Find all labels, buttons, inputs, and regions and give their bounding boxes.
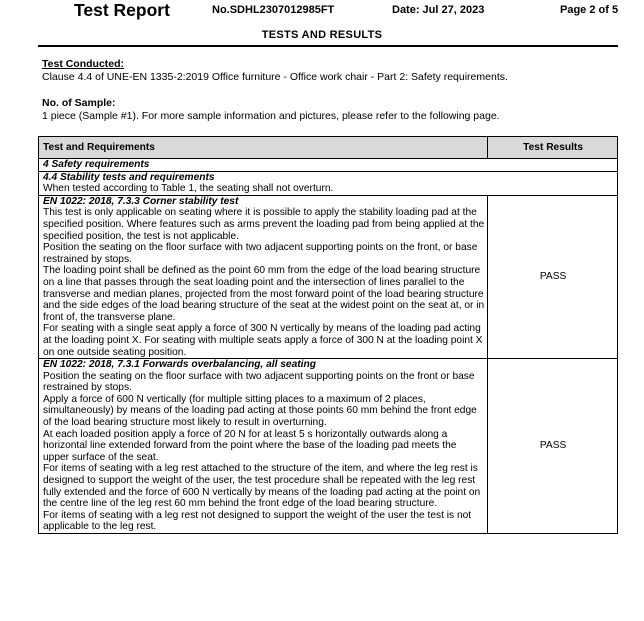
results-table	[38, 136, 618, 534]
corner-stability-cell	[39, 195, 488, 358]
table-row	[39, 171, 618, 195]
page-number: Page 2 of 5	[560, 4, 619, 16]
table-header-row	[39, 137, 618, 159]
report-number: No.SDHL2307012985FT	[212, 4, 335, 16]
test-conducted-block	[42, 58, 622, 83]
safety-requirements-cell: 4 Safety requirements	[39, 159, 618, 172]
col-header-results: Test Results	[488, 137, 618, 159]
corner-stability-result: PASS	[488, 195, 618, 358]
forwards-overbalancing-p5: For items of seating with a leg rest not designed to support the weight of the user the test is not applicable to the leg rest.	[43, 509, 472, 533]
forwards-overbalancing-p4: For items of seating with a leg rest attached to the structure of the item, and where the leg rest is designed to support the weight of the user, the test procedure shall be repeated with the leg rest fully extended and the force of 600 N vertically by means of the loading pad acting at the point on the centre line of the leg rest 60 mm behind the front edge of the load bearing structure.	[43, 463, 481, 510]
corner-stability-p1: This test is only applicable on seating where it is possible to apply the stability loading pad at the specified position. Where features such as arms prevent the loading pad from being applied at the specified position, the test is not applicable.	[43, 207, 485, 242]
corner-stability-p3: The loading point shall be defined as the point 60 mm from the edge of the load bearing structure on a line that passes through the seat loading point and the intersection of lines parallel to the transverse and median planes, projected from the most forward point of the load bearing structure and the side edges of the load bearing structure of the seat at the widest point on the seat at, or in front of, the transverse plane.	[43, 265, 485, 323]
sample-label: No. of Sample:	[42, 97, 116, 109]
test-conducted-text: Clause 4.4 of UNE-EN 1335-2:2019 Office furniture - Office work chair - Part 2: Safety requirements.	[42, 70, 508, 83]
sample-block	[42, 97, 622, 122]
header-divider	[38, 45, 618, 47]
forwards-overbalancing-result: PASS	[488, 359, 618, 534]
table-row	[39, 359, 618, 534]
report-title: Test Report	[74, 0, 170, 20]
corner-stability-p4: For seating with a single seat apply a force of 300 N vertically by means of the loading pad acting at the loading point X. For seating with multiple seats apply a force of 300 N at the loading point X on one outside seating position.	[43, 323, 483, 358]
col-header-requirements: Test and Requirements	[39, 137, 488, 159]
report-header	[0, 0, 644, 22]
corner-stability-title: EN 1022: 2018, 7.3.3 Corner stability test	[43, 195, 239, 207]
test-conducted-label: Test Conducted:	[42, 58, 125, 70]
forwards-overbalancing-p3: At each loaded position apply a force of 20 N for at least 5 s horizontally outwards along a horizontal line extended forward from the point where the base of the loading pad meets the upper surface of the seat.	[43, 428, 457, 463]
forwards-overbalancing-title: EN 1022: 2018, 7.3.1 Forwards overbalancing, all seating	[43, 359, 316, 371]
sample-text: 1 piece (Sample #1). For more sample information and pictures, please refer to the following page.	[42, 109, 500, 122]
table-row	[39, 159, 618, 172]
report-date: Date: Jul 27, 2023	[392, 4, 485, 16]
stability-title: 4.4 Stability tests and requirements	[43, 171, 215, 183]
stability-cell	[39, 171, 618, 195]
corner-stability-p2: Position the seating on the floor surface with two adjacent supporting points on the front, or base restrained by stops.	[43, 242, 478, 265]
forwards-overbalancing-p2: Apply a force of 600 N vertically (for multiple sitting places to a maximum of 2 places, simultaneously) by means of the loading pad acting at those points 60 mm behind the front edge of the load bearing structure most likely to result in overturning.	[43, 393, 477, 429]
stability-text: When tested according to Table 1, the seating shall not overturn.	[43, 183, 334, 195]
table-row	[39, 195, 618, 358]
section-title: TESTS AND RESULTS	[261, 29, 383, 41]
forwards-overbalancing-cell	[39, 359, 488, 534]
forwards-overbalancing-p1: Position the seating on the floor surface with two adjacent supporting points on the front or base restrained by stops.	[43, 370, 475, 394]
